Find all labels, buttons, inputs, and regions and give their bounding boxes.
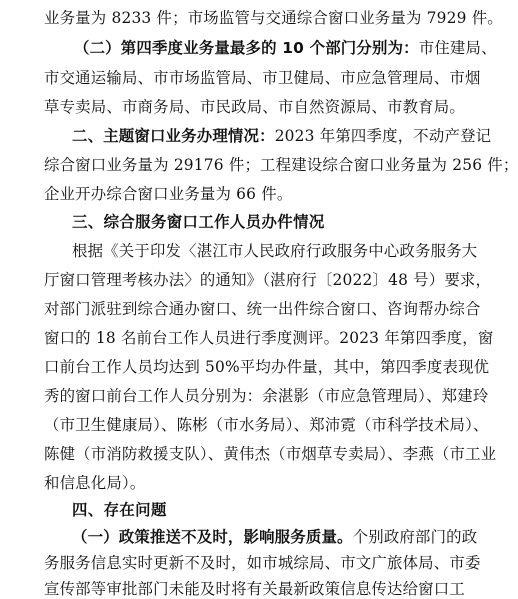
paragraph-line (44, 473, 145, 493)
text-run: 陈健（市消防救援支队）、黄伟杰（市烟草专卖局）、李燕（市工业 (44, 445, 497, 463)
paragraph-line (44, 357, 489, 377)
text-run: 个别政府部门的政 (352, 528, 478, 546)
paragraph-line (44, 8, 503, 28)
paragraph-line (44, 415, 489, 435)
paragraph-line (44, 386, 488, 406)
text-run: 宣传部等审批部门未能及时将有关最新政策信息传达给窗口工 (44, 580, 465, 598)
section-heading: 二、主题窗口业务办理情况： (72, 127, 275, 145)
text-run: 市住建局、 (418, 39, 497, 57)
subsection-heading-line (74, 38, 497, 58)
text-run: 窗口的 18 名前台工作人员进行季度测评。2023 年第四季度，窗 (44, 329, 494, 347)
paragraph-line (44, 68, 481, 88)
section-heading: 四、存在问题 (72, 501, 167, 519)
paragraph-line (44, 553, 481, 573)
text-run: 务服务信息实时更新不及时，如市城综局、市文广旅体局、市委 (44, 554, 481, 572)
text-run: 企业开办综合窗口业务量为 66 件。 (44, 185, 293, 203)
paragraph-line (44, 579, 465, 599)
text-run: （市卫生健康局）、陈彬（市水务局）、郑沛霓（市科学技术局）、 (44, 416, 489, 434)
text-run: 市交通运输局、市市场监管局、市卫健局、市应急管理局、市烟 (44, 69, 481, 87)
subsection-heading: （二）第四季度业务量最多的 10 个部门分别为： (74, 39, 419, 57)
section-heading-line (72, 126, 491, 146)
text-run: 秀的窗口前台工作人员分别为：余湛影（市应急管理局）、郑建玲 (44, 387, 489, 405)
section-heading: 三、综合服务窗口工作人员办件情况 (72, 213, 325, 231)
paragraph-line (44, 328, 493, 348)
text-run: 2023 年第四季度，不动产登记 (274, 127, 492, 145)
text-run: 草专卖局、市商务局、市民政局、市自然资源局、市教育局。 (44, 98, 465, 116)
text-run: 综合窗口业务量为 29176 件；工程建设综合窗口业务量为 256 件； (44, 156, 518, 174)
text-run: 和信息化局）。 (44, 474, 146, 492)
text-run: 口前台工作人员均达到 50%平均办件量，其中，第四季度表现优 (44, 358, 490, 376)
text-run: 厅窗口管理考核办法〉的通知》（湛府行〔2022〕48 号）要求， (44, 271, 492, 289)
paragraph-line (44, 299, 481, 319)
paragraph-line (44, 184, 292, 204)
paragraph-line (44, 155, 518, 175)
paragraph-line (44, 270, 491, 290)
text-run: 对部门派驻到综合通办窗口、统一出件综合窗口、咨询帮办综合 (44, 300, 481, 318)
paragraph-line (44, 97, 465, 117)
text-run: 业务量为 8233 件；市场监管与交通综合窗口业务量为 7929 件。 (44, 9, 503, 27)
subsection-heading-line (72, 527, 477, 547)
paragraph-line (72, 241, 477, 261)
text-run: 根据《关于印发〈湛江市人民政府行政服务中心政务服务大 (72, 242, 478, 260)
subsection-heading: （一）政策推送不及时，影响服务质量。 (72, 528, 353, 546)
paragraph-line (44, 444, 496, 464)
